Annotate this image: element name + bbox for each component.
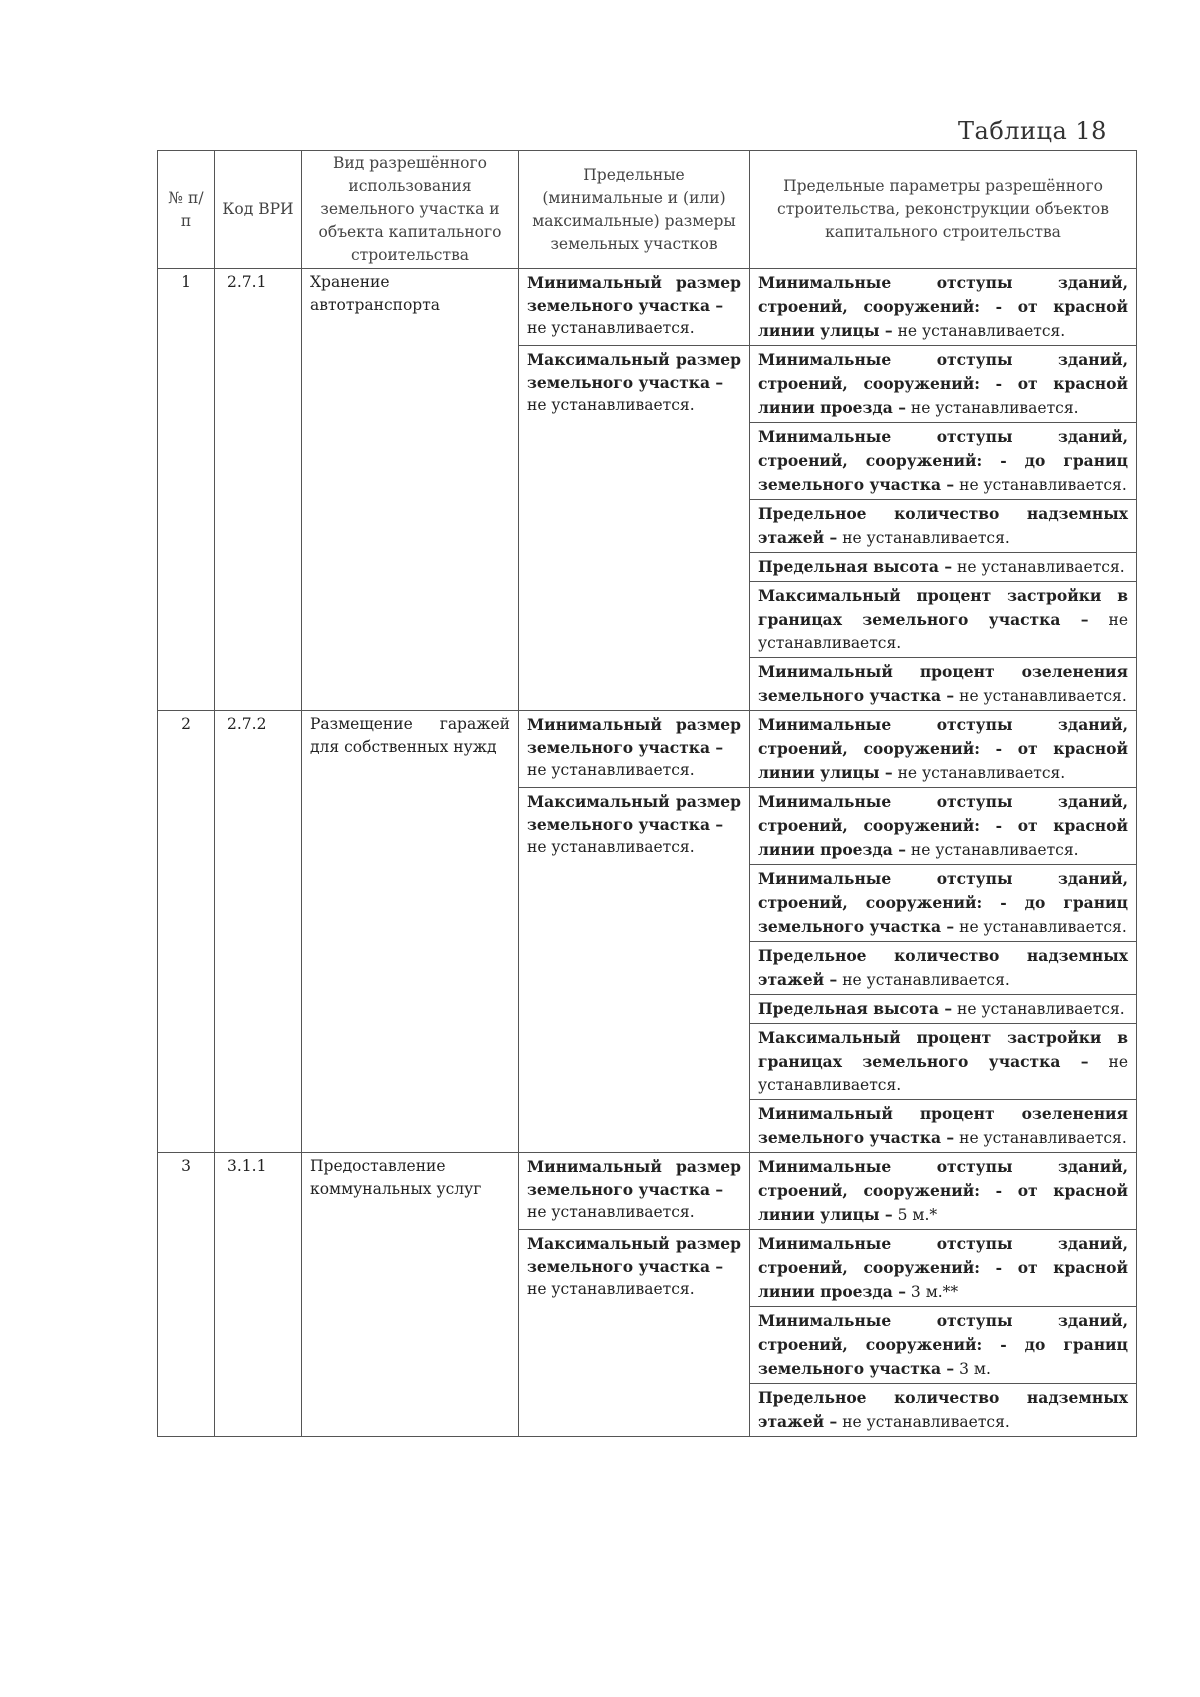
- max-size-value: не устанавливается.: [527, 838, 695, 856]
- cell-max-size: [519, 788, 750, 1153]
- param-value: 3 м.**: [910, 1283, 959, 1301]
- header-code: Код ВРИ: [215, 151, 302, 269]
- cell-param: [750, 711, 1137, 788]
- param-value: не устанавливается.: [910, 841, 1079, 859]
- param-label: Минимальные отступы зданий, строений, сооружений: - до границ земельного участка –: [758, 869, 1128, 936]
- param-value: не устанавливается.: [758, 1053, 1128, 1094]
- min-size-value: не устанавливается.: [527, 761, 695, 779]
- cell-code: 2.7.2: [215, 711, 302, 1153]
- cell-num: 3: [158, 1153, 215, 1437]
- header-sizes: Предельные (минимальные и (или) максимальные) размеры земельных участков: [519, 151, 750, 269]
- header-num: № п/п: [158, 151, 215, 269]
- param-value: не устанавливается.: [959, 476, 1127, 494]
- cell-param: [750, 269, 1137, 346]
- param-value: не устанавливается.: [959, 1129, 1127, 1147]
- cell-param: [750, 1307, 1137, 1384]
- cell-param: [750, 553, 1137, 582]
- param-label: Минимальные отступы зданий, строений, сооружений: - от красной линии улицы –: [758, 1157, 1128, 1224]
- min-size-label: Минимальный размер земельного участка –: [527, 273, 741, 315]
- param-label: Минимальные отступы зданий, строений, сооружений: - от красной линии улицы –: [758, 273, 1128, 340]
- param-label: Максимальный процент застройки в границах земельного участка –: [758, 586, 1128, 629]
- cell-param: [750, 865, 1137, 942]
- min-size-label: Минимальный размер земельного участка –: [527, 1157, 741, 1199]
- cell-max-size: [519, 1230, 750, 1437]
- cell-max-size: [519, 346, 750, 711]
- param-label: Предельная высота –: [758, 999, 953, 1018]
- param-value: 5 м.*: [897, 1206, 938, 1224]
- max-size-value: не устанавливается.: [527, 396, 695, 414]
- cell-min-size: [519, 269, 750, 346]
- param-label: Предельное количество надземных этажей –: [758, 1388, 1128, 1431]
- table-row: [158, 711, 1137, 788]
- param-label: Минимальные отступы зданий, строений, сооружений: - до границ земельного участка –: [758, 1311, 1128, 1378]
- table-row: [158, 1153, 1137, 1230]
- param-label: Предельное количество надземных этажей –: [758, 504, 1128, 547]
- param-label: Максимальный процент застройки в границах земельного участка –: [758, 1028, 1128, 1071]
- param-label: Минимальные отступы зданий, строений, сооружений: - до границ земельного участка –: [758, 427, 1128, 494]
- param-value: не устанавливается.: [842, 529, 1010, 547]
- table-row: [158, 269, 1137, 346]
- min-size-value: не устанавливается.: [527, 319, 695, 337]
- param-value: не устанавливается.: [897, 322, 1066, 340]
- param-label: Минимальные отступы зданий, строений, сооружений: - от красной линии улицы –: [758, 715, 1128, 782]
- cell-param: [750, 582, 1137, 658]
- cell-param: [750, 423, 1137, 500]
- cell-param: [750, 1153, 1137, 1230]
- table-title: Таблица 18: [958, 117, 1107, 145]
- param-label: Предельная высота –: [758, 557, 953, 576]
- cell-min-size: [519, 1153, 750, 1230]
- param-value: не устанавливается.: [842, 1413, 1010, 1431]
- min-size-label: Минимальный размер земельного участка –: [527, 715, 741, 757]
- param-label: Минимальный процент озеленения земельного участка –: [758, 1104, 1128, 1147]
- param-label: Минимальные отступы зданий, строений, сооружений: - от красной линии проезда –: [758, 350, 1128, 417]
- cell-type: Хранение автотранспорта: [302, 269, 519, 711]
- max-size-label: Максимальный размер земельного участка –: [527, 792, 741, 834]
- max-size-label: Максимальный размер земельного участка –: [527, 1234, 741, 1276]
- param-value: не устанавливается.: [959, 918, 1127, 936]
- param-value: 3 м.: [959, 1360, 991, 1378]
- cell-num: 2: [158, 711, 215, 1153]
- cell-param: [750, 995, 1137, 1024]
- cell-param: [750, 1024, 1137, 1100]
- param-value: не устанавливается.: [758, 611, 1128, 652]
- cell-param: [750, 1384, 1137, 1437]
- zoning-parameters-table: [157, 150, 1137, 1437]
- cell-code: 2.7.1: [215, 269, 302, 711]
- cell-param: [750, 346, 1137, 423]
- param-label: Минимальные отступы зданий, строений, сооружений: - от красной линии проезда –: [758, 792, 1128, 859]
- cell-type: Размещение гаражей для собственных нужд: [302, 711, 519, 1153]
- min-size-value: не устанавливается.: [527, 1203, 695, 1221]
- cell-min-size: [519, 711, 750, 788]
- cell-type: Предоставление коммунальных услуг: [302, 1153, 519, 1437]
- param-label: Минимальный процент озеленения земельного участка –: [758, 662, 1128, 705]
- cell-param: [750, 788, 1137, 865]
- cell-param: [750, 658, 1137, 711]
- param-value: не устанавливается.: [897, 764, 1066, 782]
- max-size-value: не устанавливается.: [527, 1280, 695, 1298]
- header-type: Вид разрешённого использования земельного участка и объекта капитального строительства: [302, 151, 519, 269]
- param-label: Предельное количество надземных этажей –: [758, 946, 1128, 989]
- param-value: не устанавливается.: [957, 1000, 1125, 1018]
- param-value: не устанавливается.: [957, 558, 1125, 576]
- cell-param: [750, 1230, 1137, 1307]
- cell-param: [750, 500, 1137, 553]
- cell-code: 3.1.1: [215, 1153, 302, 1437]
- cell-num: 1: [158, 269, 215, 711]
- param-value: не устанавливается.: [959, 687, 1127, 705]
- param-value: не устанавливается.: [910, 399, 1079, 417]
- cell-param: [750, 1100, 1137, 1153]
- param-value: не устанавливается.: [842, 971, 1010, 989]
- table-header-row: [158, 151, 1137, 269]
- param-label: Минимальные отступы зданий, строений, сооружений: - от красной линии проезда –: [758, 1234, 1128, 1301]
- cell-param: [750, 942, 1137, 995]
- header-params: Предельные параметры разрешённого строительства, реконструкции объектов капитального строительства: [750, 151, 1137, 269]
- max-size-label: Максимальный размер земельного участка –: [527, 350, 741, 392]
